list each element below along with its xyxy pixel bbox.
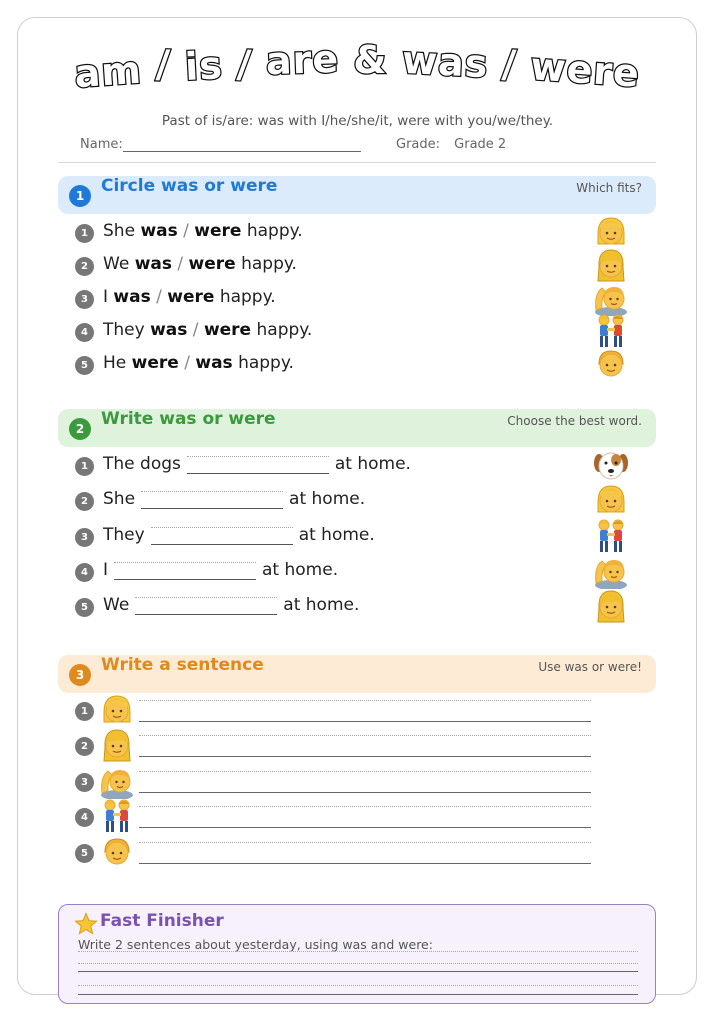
slash: /	[184, 353, 190, 373]
writing-line[interactable]	[139, 735, 591, 757]
answer-blank[interactable]	[114, 560, 256, 580]
subject: I	[103, 560, 109, 580]
sentence-end: at home.	[283, 595, 360, 615]
woman-icon	[98, 727, 136, 763]
sentence-row	[75, 694, 595, 730]
item-number: 5	[75, 356, 94, 375]
writing-line[interactable]	[78, 994, 638, 995]
choice-option-1[interactable]: was	[113, 287, 151, 307]
title-word: were	[529, 44, 642, 96]
writing-guide-line	[78, 951, 638, 952]
divider	[58, 162, 656, 163]
item-number: 4	[75, 323, 94, 342]
item-number: 3	[75, 528, 94, 547]
girl-blonde-icon	[592, 482, 630, 518]
subject: The dogs	[103, 454, 181, 474]
title-word: am	[73, 47, 144, 97]
section1-header	[58, 176, 656, 214]
choice-option-2[interactable]: were	[188, 254, 236, 274]
subject: They	[103, 320, 145, 340]
answer-blank[interactable]	[135, 595, 277, 615]
sentence-end: happy.	[219, 287, 276, 307]
item-number: 1	[75, 457, 94, 476]
writing-line[interactable]	[78, 971, 638, 972]
writing-guide-line	[78, 963, 638, 964]
name-label: Name:	[80, 137, 123, 152]
boy-raising-hand-icon	[592, 280, 630, 316]
girl-blonde-icon	[592, 214, 630, 250]
two-children-icon	[592, 518, 630, 554]
choice-option-2[interactable]: were	[167, 287, 215, 307]
section2-number: 2	[69, 418, 91, 440]
name-line[interactable]	[123, 137, 361, 152]
section3-number: 3	[69, 664, 91, 686]
section1-number: 1	[69, 185, 91, 207]
woman-icon	[592, 247, 630, 283]
boy-raising-hand-icon	[592, 553, 630, 589]
answer-blank[interactable]	[151, 525, 293, 545]
sentence-end: happy.	[246, 221, 303, 241]
item-number: 2	[75, 737, 94, 756]
subject: She	[103, 221, 136, 241]
title-word: was	[400, 37, 490, 87]
item-number: 3	[75, 773, 94, 792]
item-number: 4	[75, 808, 94, 827]
writing-line[interactable]	[139, 842, 591, 864]
subtitle: Past of is/are: was with I/he/she/it, were with you/we/they.	[161, 113, 554, 129]
sentence-row	[75, 765, 595, 801]
sentence	[103, 287, 276, 307]
fast-finisher-text: Write 2 sentences about yesterday, using was and were:	[78, 937, 433, 952]
writing-guide-line	[78, 985, 638, 986]
fast-finisher-box	[58, 904, 656, 1004]
section3-heading: Write a sentence	[101, 655, 264, 675]
sentence	[103, 595, 359, 615]
writing-line[interactable]	[139, 806, 591, 828]
section3-hint: Use was or were!	[538, 660, 642, 674]
section2-hint: Choose the best word.	[507, 414, 642, 428]
item-number: 4	[75, 563, 94, 582]
sentence-end: happy.	[256, 320, 313, 340]
sentence-row	[75, 729, 595, 765]
answer-blank[interactable]	[141, 489, 283, 509]
sentence-end: happy.	[241, 254, 297, 274]
subject: They	[103, 525, 145, 545]
fast-finisher-title: Fast Finisher	[100, 911, 224, 931]
sentence	[103, 489, 365, 509]
item-number: 2	[75, 257, 94, 276]
section2-heading: Write was or were	[101, 409, 276, 429]
two-children-icon	[592, 313, 630, 349]
sentence	[103, 221, 303, 241]
sentence	[103, 254, 297, 274]
slash: /	[192, 320, 199, 340]
choice-option-1[interactable]: was	[134, 254, 172, 274]
sentence-end: at home.	[262, 560, 339, 580]
slash: /	[183, 221, 189, 241]
sentence-end: at home.	[334, 454, 411, 474]
sentence	[103, 353, 294, 373]
section2-header	[58, 409, 656, 447]
subject: She	[103, 489, 136, 509]
section3-header	[58, 655, 656, 693]
section1-heading: Circle was or were	[101, 176, 278, 196]
title-word: are	[264, 36, 340, 84]
grade-label: Grade:	[396, 137, 441, 152]
subject: I	[103, 287, 109, 307]
name-field[interactable]	[80, 137, 361, 152]
choice-option-1[interactable]: were	[131, 353, 179, 373]
item-number: 1	[75, 224, 94, 243]
dog-face-icon	[592, 447, 630, 483]
boy-icon	[98, 834, 136, 870]
grade-field	[396, 137, 506, 152]
woman-icon	[592, 588, 630, 624]
title-word: /	[235, 41, 253, 87]
choice-option-1[interactable]: was	[140, 221, 178, 241]
page-title	[20, 36, 695, 97]
choice-option-2[interactable]: were	[203, 320, 252, 340]
slash: /	[177, 254, 184, 274]
title-word: &	[353, 38, 388, 82]
sentence-row	[75, 800, 595, 836]
item-number: 1	[75, 702, 94, 721]
subject: He	[103, 353, 127, 373]
two-children-icon	[98, 798, 136, 834]
sentence	[103, 560, 338, 580]
writing-line[interactable]	[139, 771, 591, 793]
girl-blonde-icon	[98, 692, 136, 728]
section1-hint: Which fits?	[576, 181, 642, 195]
title-word: /	[501, 41, 519, 87]
grade-value: Grade 2	[454, 137, 507, 152]
writing-line[interactable]	[139, 700, 591, 722]
title-word: /	[154, 41, 172, 87]
item-number: 5	[75, 844, 94, 863]
choice-option-2[interactable]: was	[195, 353, 233, 373]
choice-option-2[interactable]: were	[194, 221, 242, 241]
subject: We	[103, 595, 130, 615]
slash: /	[156, 287, 162, 307]
sentence	[103, 320, 312, 340]
boy-raising-hand-icon	[98, 763, 136, 799]
choice-option-1[interactable]: was	[150, 320, 188, 340]
item-number: 3	[75, 290, 94, 309]
sentence-end: at home.	[298, 525, 375, 545]
sentence	[103, 525, 375, 545]
subject: We	[103, 254, 130, 274]
sentence-end: happy.	[238, 353, 294, 373]
answer-blank[interactable]	[187, 454, 329, 474]
sentence	[103, 454, 411, 474]
star-icon	[74, 912, 98, 936]
sentence-row	[75, 836, 595, 872]
title-word: is	[183, 43, 224, 89]
item-number: 2	[75, 492, 94, 511]
item-number: 5	[75, 598, 94, 617]
sentence-end: at home.	[289, 489, 366, 509]
boy-icon	[592, 346, 630, 382]
